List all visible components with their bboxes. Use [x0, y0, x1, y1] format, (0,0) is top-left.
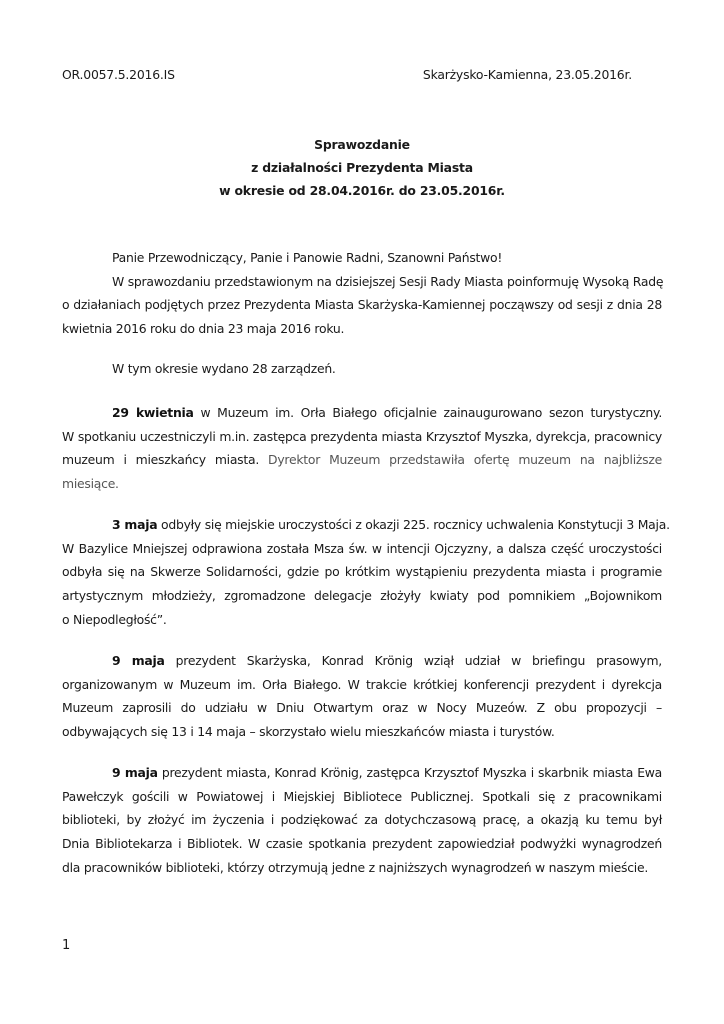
p1-line-4: miesiące. — [62, 476, 119, 492]
p2-line-5: o Niepodległość”. — [62, 611, 167, 627]
paragraph-may-9-library — [62, 766, 662, 884]
p2-line-2: W Bazylice Mniejszej odprawiona została Msza św. w intencji Ojczyzny, a dalsza część uroczystości — [62, 540, 662, 556]
p2-line-1: 3 maja odbyły się miejskie uroczystości z okazji 225. rocznicy uchwalenia Konstytucji 3 Maja. — [112, 517, 670, 532]
p4-line-1: 9 maja prezydent miasta, Konrad Krönig, zastępca Krzysztof Myszka i skarbnik miasta Ewa — [112, 765, 662, 780]
p2-line-3: odbyła się na Skwerze Solidarności, gdzie po krótkim wystąpieniu prezydenta miasta i programie — [62, 564, 662, 580]
intro-line-2: o działaniach podjętych przez Prezydenta Miasta Skarżyska-Kamiennej począwszy od sesji z dnia 28 — [62, 297, 662, 313]
document-header — [62, 69, 632, 81]
p4-date: 9 maja — [112, 765, 158, 780]
document-title — [62, 138, 662, 207]
p1-line-2: W spotkaniu uczestniczyli m.in. zastępca prezydenta miasta Krzysztof Myszka, dyrekcja, pracownicy — [62, 428, 662, 444]
paragraph-may-3 — [62, 517, 670, 636]
p2-line-4: artystycznym młodzieży, zgromadzone delegacje złożyły kwiaty pod pomnikiem „Bojownikom — [62, 588, 662, 604]
p3-line-1: 9 maja prezydent Skarżyska, Konrad Krönig wziął udział w briefingu prasowym, — [112, 653, 662, 668]
p3-date: 9 maja — [112, 653, 165, 668]
intro-line-3: kwietnia 2016 roku do dnia 23 maja 2016 roku. — [62, 321, 345, 337]
p1-date: 29 kwietnia — [112, 405, 194, 420]
p3-line-2: organizowanym w Muzeum im. Orła Białego. W trakcie krótkiej konferencji prezydent i dyrekcja — [62, 676, 662, 692]
p4-line-3: biblioteki, by złożyć im życzenia i podziękować za dotychczasową pracę, a okazją ku temu był — [62, 812, 662, 828]
title-line-2: z działalności Prezydenta Miasta — [251, 160, 473, 175]
intro-paragraph — [62, 251, 662, 346]
title-line-1: Sprawozdanie — [314, 137, 410, 152]
title-line-3: w okresie od 28.04.2016r. do 23.05.2016r. — [219, 183, 505, 198]
place-and-date: Skarżysko-Kamienna, 23.05.2016r. — [422, 67, 632, 82]
p4-line-2: Pawełczyk gościli w Powiatowej i Miejskiej Bibliotece Publicznej. Spotkali się z pracownikami — [62, 788, 662, 804]
p3-line-4: odbywających się 13 i 14 maja – skorzystało wielu mieszkańców miasta i turystów. — [62, 724, 555, 740]
paragraph-april-29 — [62, 406, 662, 501]
p2-date: 3 maja — [112, 517, 158, 532]
greeting: Panie Przewodniczący, Panie i Panowie Radni, Szanowni Państwo! — [112, 250, 503, 265]
p4-line-5: dla pracowników biblioteki, którzy otrzymują jedne z najniższych wynagrodzeń w naszym mieście. — [62, 859, 649, 875]
orders-paragraph — [62, 362, 662, 386]
page-number: 1 — [62, 938, 71, 953]
paragraph-may-9-briefing — [62, 654, 662, 749]
p4-line-4: Dnia Bibliotekarza i Bibliotek. W czasie spotkania prezydent zapowiedział podwyżki wynagrodzeń — [62, 836, 662, 852]
p1-line-3: muzeum i mieszkańcy miasta. Dyrektor Muzeum przedstawiła ofertę muzeum na najbliższe — [62, 452, 663, 468]
orders-text: W tym okresie wydano 28 zarządzeń. — [112, 361, 336, 376]
p1-line-1: 29 kwietnia w Muzeum im. Orła Białego oficjalnie zainaugurowano sezon turystyczny. — [112, 405, 663, 420]
p3-line-3: Muzeum zaprosili do udziału w Dniu Otwartym oraz w Nocy Muzeów. Z obu propozycji – — [62, 700, 662, 716]
reference-number: OR.0057.5.2016.IS — [62, 67, 175, 82]
intro-line-1: W sprawozdaniu przedstawionym na dzisiejszej Sesji Rady Miasta poinformuję Wysoką Radę — [112, 273, 664, 289]
